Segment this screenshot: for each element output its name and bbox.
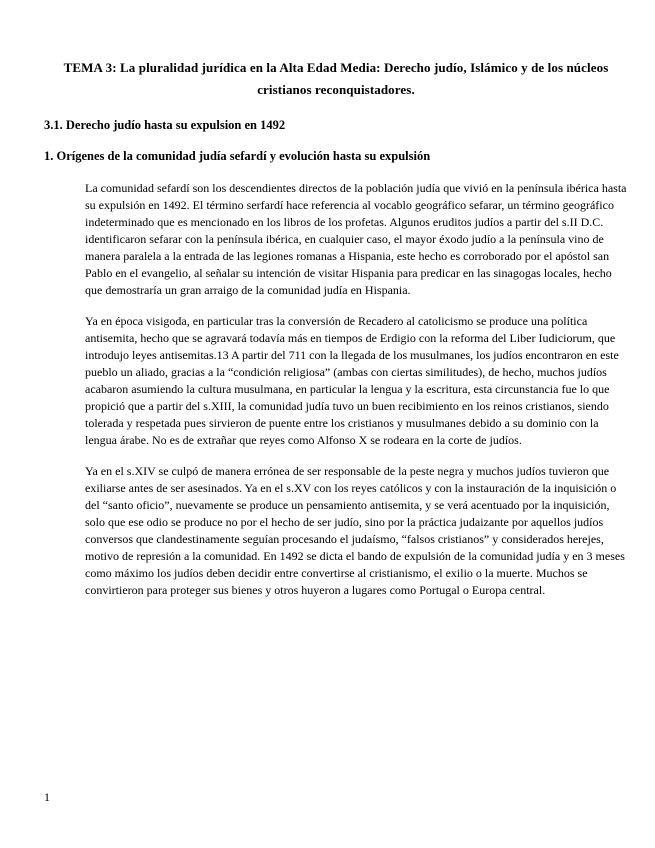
paragraph-1: La comunidad sefardí son los descendientes directos de la población judía que vivió en la península ibérica hasta su expulsión en 1492. El término serfardí hace referencia al vocablo geográfico sefarar, un término geográfico indeterminado que es mencionado en los libros de los profetas. Algunos eruditos judíos a partir del s.II D.C. identificaron sefarar con la península ibérica, en cualquier caso, el mayor éxodo judío a la península vino de manera paralela a la entrada de las legiones romanas a Hispania, este hecho es corroborado por el apóstol san Pablo en el evangelio, al señalar su intención de visitar Hispania para predicar en las sinagogas locales, hecho que demostraría un gran arraigo de la comunidad judía en Hispania. [85, 181, 627, 297]
paragraph-3: Ya en el s.XIV se culpó de manera errónea de ser responsable de la peste negra y muchos judíos tuvieron que exiliarse antes de ser asesinados. Ya en el s.XV con los reyes católicos y con la instauración de la inquisición o del “santo oficio”, nuevamente se produce un pensamiento antisemita, y se verá acentuado por la inquisición, solo que ese odio se produce no por el hecho de ser judío, sino por la práctica judaizante por aquellos judíos conversos que clandestinamente seguían procesando el judaísmo, “falsos cristianos” y considerados herejes, motivo de represión a la comunidad. En 1492 se dicta el bando de expulsión de la comunidad judía y en 3 meses como máximo los judíos deben decidir entre convertirse al cristianismo, el exilio o la muerte. Muchos se convirtieron para proteger sus bienes y otros huyeron a lugares como Portugal o Europa central. [85, 464, 625, 597]
page-number: 1 [44, 790, 50, 804]
document-title: TEMA 3: La pluralidad jurídica en la Alta Edad Media: Derecho judío, Islámico y de los núcleos cristianos reconquistadores. [63, 60, 609, 97]
section-heading: 3.1. Derecho judío hasta su expulsion en 1492 [44, 118, 286, 132]
body-paragraphs [85, 180, 628, 599]
subsection-heading: 1. Orígenes de la comunidad judía sefardí y evolución hasta su expulsión [44, 149, 431, 163]
paragraph-2: Ya en época visigoda, en particular tras la conversión de Recadero al catolicismo se produce una política antisemita, hecho que se agravará todavía más en tiempos de Erdigio con la reforma del Liber Iudiciorum, que introdujo leyes antisemitas.13 A partir del 711 con la llegada de los musulmanes, los judíos encontraron en este pueblo un aliado, gracias a la “condición religiosa” (ambas con ciertas similitudes), de hecho, muchos judíos acabaron asumiendo la cultura musulmana, en particular la lengua y la escritura, esta circunstancia fue lo que propició que a partir del s.XIII, la comunidad judía tuvo un buen recibimiento en los reinos cristianos, siendo tolerada y respetada pues sirvieron de puente entre los cristianos y musulmanes debido a su dominio con la lengua árabe. No es de extrañar que reyes como Alfonso X se rodeara en la corte de judíos. [85, 314, 619, 447]
